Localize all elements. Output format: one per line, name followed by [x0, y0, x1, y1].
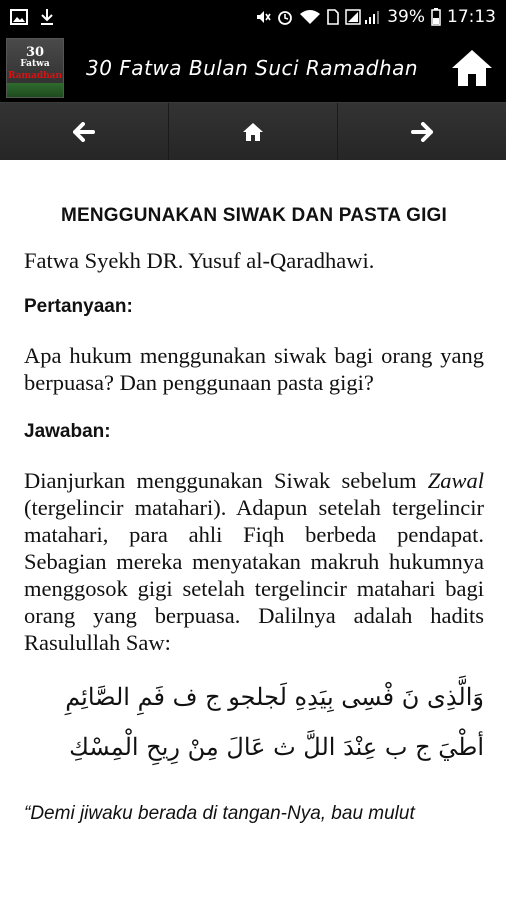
image-icon — [10, 9, 28, 25]
answer-text-pre: Dianjurkan menggunakan Siwak sebelum — [24, 468, 428, 493]
sim-icon — [327, 9, 339, 25]
answer-label: Jawaban: — [24, 421, 111, 442]
logo-line1: Fatwa — [20, 59, 50, 69]
answer-text-post: (tergelincir matahari). Adapun setelah tergelincir matahari, para ahli Fiqh berbeda pendapat. Sebagian mereka menyatakan makruh hukumnya menggosok gigi setelah tergelincir matahari bagi orang yang berpuasa. Dalilnya adalah hadits Rasulullah Saw: — [24, 495, 484, 655]
arrow-right-icon — [411, 122, 433, 142]
answer-text — [24, 467, 484, 656]
status-bar — [0, 0, 506, 34]
navigation-bar — [0, 102, 506, 160]
wifi-icon — [299, 9, 321, 25]
question-label: Pertanyaan: — [24, 296, 133, 317]
arabic-hadith — [24, 672, 484, 772]
battery-icon — [431, 8, 441, 26]
alarm-icon — [277, 9, 293, 25]
mute-icon — [255, 9, 271, 25]
logo-grass — [7, 83, 63, 97]
home-button[interactable] — [448, 44, 496, 92]
download-icon — [40, 8, 54, 26]
article-author: Fatwa Syekh DR. Yusuf al-Qaradhawi. — [24, 248, 375, 273]
arabic-line-2: أطْيَ ج ب عِنْدَ اللَّ ث عَالَ مِنْ رِيحِ الْمِسْكِ — [69, 733, 484, 761]
answer-text-italic: Zawal — [427, 468, 484, 493]
logo-line2: Ramadhan — [7, 71, 63, 81]
question-text: Apa hukum menggunakan siwak bagi orang yang berpuasa? Dan penggunaan pasta gigi? — [24, 343, 484, 395]
app-title: 30 Fatwa Bulan Suci Ramadhan — [86, 56, 419, 80]
article-content — [24, 205, 484, 826]
home-icon — [242, 122, 264, 142]
app-bar — [0, 34, 506, 102]
clock: 17:13 — [447, 7, 496, 27]
arrow-left-icon — [73, 122, 95, 142]
battery-percent: 39% — [387, 7, 425, 27]
hadith-translation: “Demi jiwaku berada di tangan-Nya, bau mulut — [24, 803, 415, 824]
signal-icon — [345, 9, 381, 25]
home-icon — [450, 48, 494, 88]
article-title: MENGGUNAKAN SIWAK DAN PASTA GIGI — [60, 205, 448, 226]
next-button[interactable] — [338, 103, 506, 160]
app-logo — [6, 38, 64, 98]
logo-number: 30 — [25, 45, 45, 60]
previous-button[interactable] — [0, 103, 169, 160]
arabic-line-1: وَالَّذِى نَ فْسِى بِيَدِهِ لَجلجو ج ف فَمِ الصَّائِمِ — [65, 683, 484, 711]
home-nav-button[interactable] — [169, 103, 338, 160]
